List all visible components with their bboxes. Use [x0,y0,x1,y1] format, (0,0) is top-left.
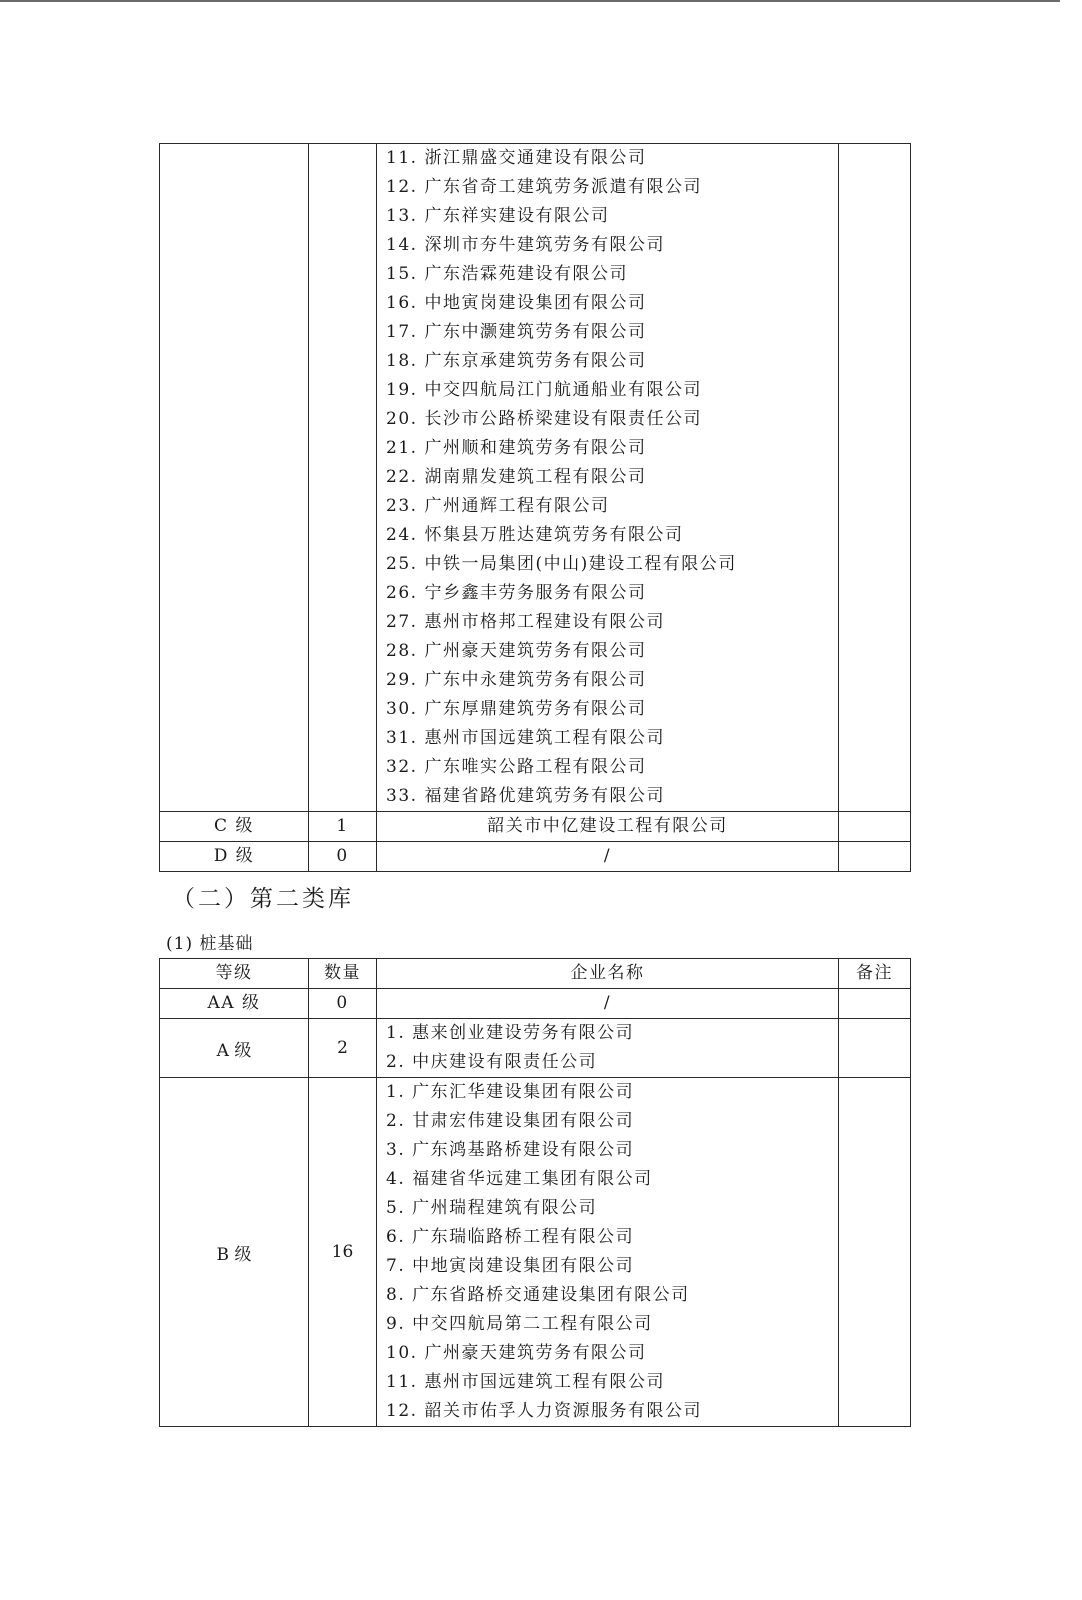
company-list-item: 4. 福建省华远建工集团有限公司 [386,1169,653,1189]
company-list-item: 19. 中交四航局江门航通船业有限公司 [386,380,702,400]
level-cell [160,842,309,872]
company-list-item: 25. 中铁一局集团(中山)建设工程有限公司 [386,554,737,574]
company-list-item: 10. 广州豪天建筑劳务有限公司 [386,1343,647,1363]
company-list-item: 32. 广东唯实公路工程有限公司 [386,757,647,777]
level-cell [160,812,309,842]
b-level-row [160,1078,911,1427]
level-cell [160,1019,309,1078]
level-cell [160,989,309,1019]
company-list-item: 2. 甘肃宏伟建设集团有限公司 [386,1111,635,1131]
count-value: 16 [331,1242,354,1262]
company-name-cell [377,842,839,872]
company-list-item: 1. 惠来创业建设劳务有限公司 [386,1023,635,1043]
company-list-item: 3. 广东鸿基路桥建设有限公司 [386,1140,635,1160]
company-list-item: 31. 惠州市国远建筑工程有限公司 [386,728,665,748]
header-remark-label: 备注 [856,963,893,983]
company-list-cell [377,144,839,812]
b-level-continuation-row [160,144,911,812]
company-list-item: 28. 广州豪天建筑劳务有限公司 [386,641,647,661]
section-heading: （二）第二类库 [172,886,354,912]
company-list-item: 2. 中庆建设有限责任公司 [386,1052,598,1072]
company-list-item: 13. 广东祥实建设有限公司 [386,206,610,226]
company-name: 韶关市中亿建设工程有限公司 [487,816,728,836]
company-list-item: 27. 惠州市格邦工程建设有限公司 [386,612,665,632]
company-list-item: 24. 怀集县万胜达建筑劳务有限公司 [386,525,684,545]
count-value: 0 [336,993,349,1013]
company-list [377,1078,838,1426]
company-list-item: 17. 广东中灏建筑劳务有限公司 [386,322,647,342]
count-cell [309,1078,377,1427]
sub-heading: (1) 桩基础 [166,934,254,954]
level-label: D 级 [213,846,255,866]
company-list-item: 16. 中地寅岗建设集团有限公司 [386,293,647,313]
company-list-item: 8. 广东省路桥交通建设集团有限公司 [386,1285,690,1305]
header-name-label: 企业名称 [570,963,645,983]
company-list-item: 20. 长沙市公路桥梁建设有限责任公司 [386,409,702,429]
company-list-item: 26. 宁乡鑫丰劳务服务有限公司 [386,583,647,603]
company-list-item: 30. 广东厚鼎建筑劳务有限公司 [386,699,647,719]
company-list-item: 15. 广东浩霖苑建设有限公司 [386,264,628,284]
company-list-cell [377,1078,839,1427]
company-list-item: 29. 广东中永建筑劳务有限公司 [386,670,647,690]
c-level-row [160,812,911,842]
company-list [377,1019,838,1077]
company-list-item: 11. 浙江鼎盛交通建设有限公司 [386,148,647,168]
remark-cell [839,989,911,1019]
company-list-item: 5. 广州瑞程建筑有限公司 [386,1198,598,1218]
company-name-cell [377,812,839,842]
company-name-cell [377,989,839,1019]
company-name: / [603,993,612,1013]
count-cell [309,1019,377,1078]
page-top-edge [0,0,1060,2]
company-list-item: 12. 广东省奇工建筑劳务派遣有限公司 [386,177,702,197]
remark-cell [839,842,911,872]
a-level-row [160,1019,911,1078]
remark-cell [839,144,911,812]
company-list-item: 18. 广东京承建筑劳务有限公司 [386,351,647,371]
count-cell [309,989,377,1019]
header-name [377,959,839,989]
remark-cell [839,1019,911,1078]
level-label: C 级 [214,816,254,836]
count-value: 1 [336,816,349,836]
company-list-item: 33. 福建省路优建筑劳务有限公司 [386,786,665,806]
table-header-row [160,959,911,989]
first-category-table-continued [159,143,911,872]
pile-foundation-table [159,958,911,1427]
header-level [160,959,309,989]
company-list-item: 6. 广东瑞临路桥工程有限公司 [386,1227,635,1247]
company-name: / [603,846,612,866]
count-cell [309,812,377,842]
header-count-label: 数量 [324,963,361,983]
remark-cell [839,812,911,842]
company-list-item: 23. 广州通辉工程有限公司 [386,496,610,516]
d-level-row [160,842,911,872]
header-remark [839,959,911,989]
company-list [377,144,838,811]
company-list-item: 9. 中交四航局第二工程有限公司 [386,1314,653,1334]
level-cell [160,144,309,812]
company-list-item: 1. 广东汇华建设集团有限公司 [386,1082,635,1102]
company-list-item: 7. 中地寅岗建设集团有限公司 [386,1256,635,1276]
count-value: 2 [337,1038,348,1058]
level-label: B 级 [216,1244,252,1265]
count-cell [309,842,377,872]
company-list-item: 12. 韶关市佑孚人力资源服务有限公司 [386,1401,702,1421]
header-level-label: 等级 [215,963,253,983]
header-count [309,959,377,989]
level-label: AA 级 [207,993,261,1013]
remark-cell [839,1078,911,1427]
company-list-item: 14. 深圳市夯牛建筑劳务有限公司 [386,235,665,255]
count-cell [309,144,377,812]
count-value: 0 [336,846,349,866]
level-cell [160,1078,309,1427]
company-list-item: 21. 广州顺和建筑劳务有限公司 [386,438,647,458]
company-list-item: 11. 惠州市国远建筑工程有限公司 [386,1372,665,1392]
company-list-cell [377,1019,839,1078]
aa-level-row [160,989,911,1019]
level-label: A 级 [216,1040,252,1061]
company-list-item: 22. 湖南鼎发建筑工程有限公司 [386,467,647,487]
